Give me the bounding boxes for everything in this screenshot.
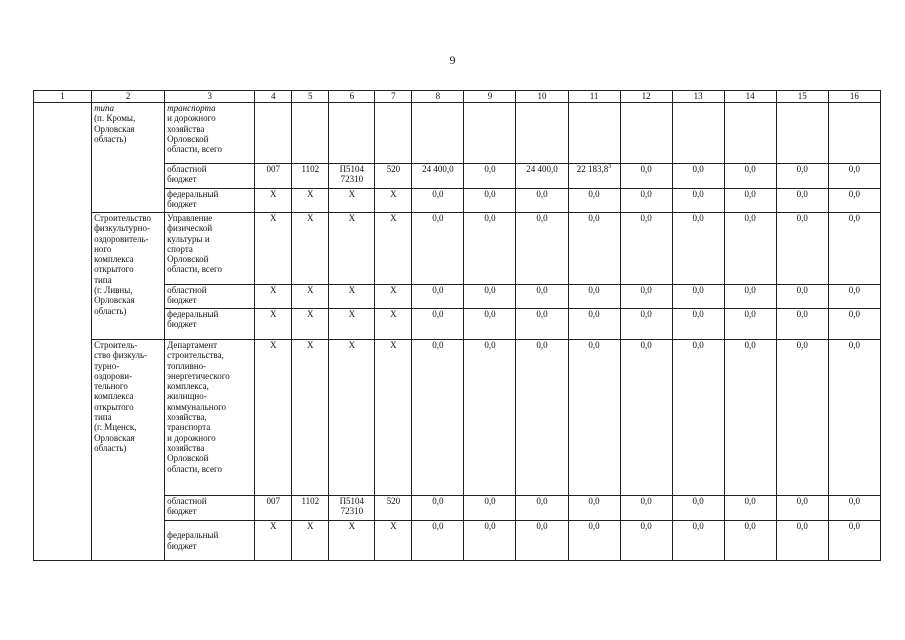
cell (516, 103, 568, 164)
column-header: 12 (620, 91, 672, 103)
organization-cell (165, 340, 255, 496)
column-header: 7 (375, 91, 412, 103)
value-cell: 0,0 (828, 309, 880, 340)
organization-cell (165, 103, 255, 164)
budget-type-cell (165, 309, 255, 340)
page-number: 9 (449, 53, 456, 67)
organization-text: области, всего (167, 264, 222, 275)
target-code-cell (329, 164, 375, 189)
object-name-text: комплекса (94, 254, 134, 265)
object-name-text: комплекса (94, 391, 134, 402)
value-cell: 0,0 (828, 164, 880, 189)
table-row (34, 213, 881, 285)
column-header: 13 (672, 91, 724, 103)
cell (464, 103, 516, 164)
target-code-text: 72310 (340, 174, 364, 185)
value-cell: 0,0 (620, 309, 672, 340)
admin-code-cell: X (255, 213, 292, 285)
value-cell: 0,0 (620, 164, 672, 189)
value-cell: 0,0 (620, 496, 672, 521)
value-cell: 0,0 (672, 309, 724, 340)
section-code-cell: 1102 (292, 496, 329, 521)
admin-code-cell: X (255, 521, 292, 561)
object-name-text: ного (94, 243, 112, 254)
organization-text: культуры и (167, 233, 210, 244)
value-cell: 0,0 (776, 521, 828, 561)
expense-type-cell: 520 (375, 164, 412, 189)
expense-type-cell: X (375, 309, 412, 340)
organization-text: коммунального (167, 401, 227, 412)
value-cell: 0,0 (620, 189, 672, 213)
target-code-cell: X (329, 521, 375, 561)
column-header: 6 (329, 91, 375, 103)
organization-text: топливно- (167, 360, 207, 371)
organization-text: строительства, (167, 350, 224, 361)
object-name-cell (92, 213, 165, 340)
value-cell: 0,0 (776, 213, 828, 285)
organization-text: области, всего (167, 463, 222, 474)
object-name-text: (п. Кромы, (94, 113, 136, 124)
value-cell: 0,0 (672, 340, 724, 496)
object-name-cell (92, 340, 165, 561)
object-name-text: область) (94, 133, 127, 144)
target-code-cell (329, 496, 375, 521)
target-code-cell: X (329, 285, 375, 309)
value-cell: 0,0 (464, 496, 516, 521)
expense-type-cell: X (375, 340, 412, 496)
expense-type-cell: 520 (375, 496, 412, 521)
object-name-text: Строитель- (94, 340, 138, 350)
admin-code-cell: 007 (255, 496, 292, 521)
cell (375, 103, 412, 164)
column-header: 14 (724, 91, 776, 103)
value-text: 22 183,8 (576, 164, 609, 174)
object-name-text: Орловская (94, 295, 135, 306)
value-cell: 0,0 (724, 309, 776, 340)
target-code-cell: X (329, 213, 375, 285)
organization-text: Орловской (167, 453, 209, 464)
value-cell: 0,0 (724, 496, 776, 521)
value-cell: 0,0 (516, 189, 568, 213)
value-cell: 0,0 (516, 340, 568, 496)
value-cell: 24 400,0 (516, 164, 568, 189)
value-cell: 0,0 (464, 189, 516, 213)
value-cell: 0,0 (828, 496, 880, 521)
target-code-text: П5104 (339, 496, 365, 506)
value-cell: 0,0 (672, 164, 724, 189)
value-cell: 0,0 (828, 340, 880, 496)
column-header: 8 (412, 91, 464, 103)
table-row (34, 340, 881, 496)
object-name-text: (г. Мценск, (94, 422, 137, 433)
value-cell: 0,0 (672, 521, 724, 561)
column-header: 16 (828, 91, 880, 103)
object-name-text: оздорови- (94, 370, 133, 381)
value-cell: 0,0 (776, 189, 828, 213)
value-cell: 0,0 (464, 521, 516, 561)
expense-type-cell: X (375, 521, 412, 561)
value-cell: 0,0 (672, 189, 724, 213)
value-cell: 0,0 (828, 189, 880, 213)
value-cell: 0,0 (412, 213, 464, 285)
organization-text: энергетического (167, 370, 230, 381)
value-cell: 0,0 (672, 213, 724, 285)
budget-type-text: областной (167, 496, 207, 506)
value-cell: 0,0 (464, 164, 516, 189)
admin-code-cell: 007 (255, 164, 292, 189)
column-header: 11 (568, 91, 620, 103)
budget-type-text: бюджет (167, 295, 197, 306)
value-cell: 0,0 (828, 521, 880, 561)
value-cell (568, 164, 620, 189)
value-cell: 0,0 (620, 340, 672, 496)
section-code-cell: X (292, 309, 329, 340)
budget-type-text: федеральный (167, 189, 219, 199)
organization-text: транспорта (167, 103, 216, 113)
organization-text: транспорта (167, 422, 211, 433)
column-header: 2 (92, 91, 165, 103)
organization-text: Орловской (167, 133, 209, 144)
object-name-text: типа (94, 103, 115, 113)
value-cell: 0,0 (724, 285, 776, 309)
object-name-text: открытого (94, 264, 134, 275)
value-cell: 0,0 (412, 496, 464, 521)
budget-type-cell (165, 521, 255, 561)
object-name-text: Орловская (94, 123, 135, 134)
target-code-cell: X (329, 340, 375, 496)
organization-text: области, всего (167, 144, 222, 155)
value-cell: 0,0 (724, 164, 776, 189)
expense-type-cell: X (375, 213, 412, 285)
cell (292, 103, 329, 164)
column-header: 1 (34, 91, 92, 103)
object-name-text: область) (94, 305, 127, 316)
value-cell: 0,0 (568, 309, 620, 340)
budget-type-cell (165, 189, 255, 213)
value-cell: 0,0 (516, 521, 568, 561)
budget-type-cell (165, 496, 255, 521)
admin-code-cell: X (255, 189, 292, 213)
value-cell: 0,0 (516, 285, 568, 309)
object-name-text: ство физкуль- (94, 350, 148, 361)
budget-type-text: бюджет (167, 174, 197, 185)
value-cell: 0,0 (516, 496, 568, 521)
value-cell: 0,0 (568, 340, 620, 496)
target-code-cell: X (329, 309, 375, 340)
column-header: 9 (464, 91, 516, 103)
cell (568, 103, 620, 164)
section-code-cell: X (292, 521, 329, 561)
object-name-text: (г. Ливны, (94, 285, 133, 296)
section-code-cell: X (292, 213, 329, 285)
object-name-text: типа (94, 274, 112, 285)
value-cell: 0,0 (464, 285, 516, 309)
organization-text: комплекса, (167, 381, 209, 392)
value-cell: 0,0 (828, 213, 880, 285)
organization-text: жилищно- (167, 391, 207, 402)
cell (412, 103, 464, 164)
value-cell: 0,0 (828, 285, 880, 309)
section-code-cell: X (292, 189, 329, 213)
value-cell: 0,0 (724, 521, 776, 561)
value-cell: 0,0 (464, 340, 516, 496)
column-number-row (34, 91, 881, 103)
cell (828, 103, 880, 164)
value-cell: 0,0 (724, 189, 776, 213)
value-cell: 0,0 (464, 309, 516, 340)
admin-code-cell: X (255, 285, 292, 309)
organization-text: Управление (167, 213, 213, 223)
value-cell: 0,0 (568, 521, 620, 561)
column-header: 3 (165, 91, 255, 103)
budget-type-text: федеральный (167, 309, 219, 319)
organization-text: и дорожного (167, 432, 216, 443)
budget-table (33, 90, 881, 561)
admin-code-cell: X (255, 340, 292, 496)
organization-text: хозяйства, (167, 412, 207, 423)
value-cell: 0,0 (776, 309, 828, 340)
column-header: 4 (255, 91, 292, 103)
organization-cell (165, 213, 255, 285)
value-cell: 0,0 (412, 189, 464, 213)
column-header: 10 (516, 91, 568, 103)
section-code-cell: 1102 (292, 164, 329, 189)
target-code-text: П5104 (339, 164, 365, 174)
value-cell: 0,0 (568, 189, 620, 213)
value-cell: 0,0 (776, 164, 828, 189)
value-cell: 0,0 (412, 309, 464, 340)
object-name-text: турно- (94, 360, 120, 371)
budget-type-cell (165, 164, 255, 189)
cell (724, 103, 776, 164)
budget-type-text: федеральный (167, 530, 219, 541)
value-cell: 0,0 (724, 213, 776, 285)
expense-type-cell: X (375, 189, 412, 213)
budget-type-text: бюджет (167, 319, 197, 330)
organization-text: Департамент (167, 340, 218, 350)
object-name-text: тельного (94, 381, 128, 392)
value-cell: 0,0 (412, 340, 464, 496)
budget-type-text: бюджет (167, 199, 197, 210)
object-name-text: Орловская (94, 432, 135, 443)
value-cell: 0,0 (516, 309, 568, 340)
value-cell: 0,0 (776, 496, 828, 521)
object-name-text: Строительство (94, 213, 151, 223)
cell (672, 103, 724, 164)
section-code-cell: X (292, 285, 329, 309)
value-cell: 0,0 (776, 285, 828, 309)
value-cell: 0,0 (412, 521, 464, 561)
cell (255, 103, 292, 164)
object-name-text: типа (94, 412, 112, 423)
budget-type-text: бюджет (167, 540, 197, 551)
value-cell: 0,0 (568, 213, 620, 285)
value-cell: 0,0 (464, 213, 516, 285)
cell (620, 103, 672, 164)
organization-text: хозяйства (167, 442, 205, 453)
expense-type-cell: X (375, 285, 412, 309)
table-row (34, 103, 881, 164)
organization-text: спорта (167, 243, 193, 254)
empty-column-cell (34, 103, 92, 561)
column-header: 5 (292, 91, 329, 103)
cell (776, 103, 828, 164)
object-name-cell (92, 103, 165, 213)
organization-text: хозяйства (167, 123, 205, 134)
value-cell: 0,0 (672, 496, 724, 521)
column-header: 15 (776, 91, 828, 103)
value-cell: 24 400,0 (412, 164, 464, 189)
object-name-text: оздоровитель- (94, 233, 149, 244)
target-code-text: 72310 (340, 506, 364, 517)
value-cell: 0,0 (412, 285, 464, 309)
value-cell: 0,0 (620, 285, 672, 309)
target-code-cell: X (329, 189, 375, 213)
object-name-text: открытого (94, 401, 134, 412)
organization-text: физической (167, 223, 213, 234)
admin-code-cell: X (255, 309, 292, 340)
organization-text: и дорожного (167, 113, 216, 124)
value-cell: 0,0 (516, 213, 568, 285)
object-name-text: область) (94, 442, 127, 453)
section-code-cell: X (292, 340, 329, 496)
cell (329, 103, 375, 164)
budget-type-text: областной (167, 164, 207, 174)
organization-text: Орловской (167, 254, 209, 265)
value-cell: 0,0 (672, 285, 724, 309)
value-cell: 0,0 (620, 213, 672, 285)
value-cell: 0,0 (568, 496, 620, 521)
budget-type-text: областной (167, 285, 207, 295)
value-cell: 0,0 (776, 340, 828, 496)
value-cell: 0,0 (724, 340, 776, 496)
budget-type-text: бюджет (167, 506, 197, 517)
object-name-text: физкультурно- (94, 223, 150, 234)
value-cell: 0,0 (620, 521, 672, 561)
budget-type-cell (165, 285, 255, 309)
value-cell: 0,0 (568, 285, 620, 309)
footnote-mark: 3 (608, 164, 612, 170)
